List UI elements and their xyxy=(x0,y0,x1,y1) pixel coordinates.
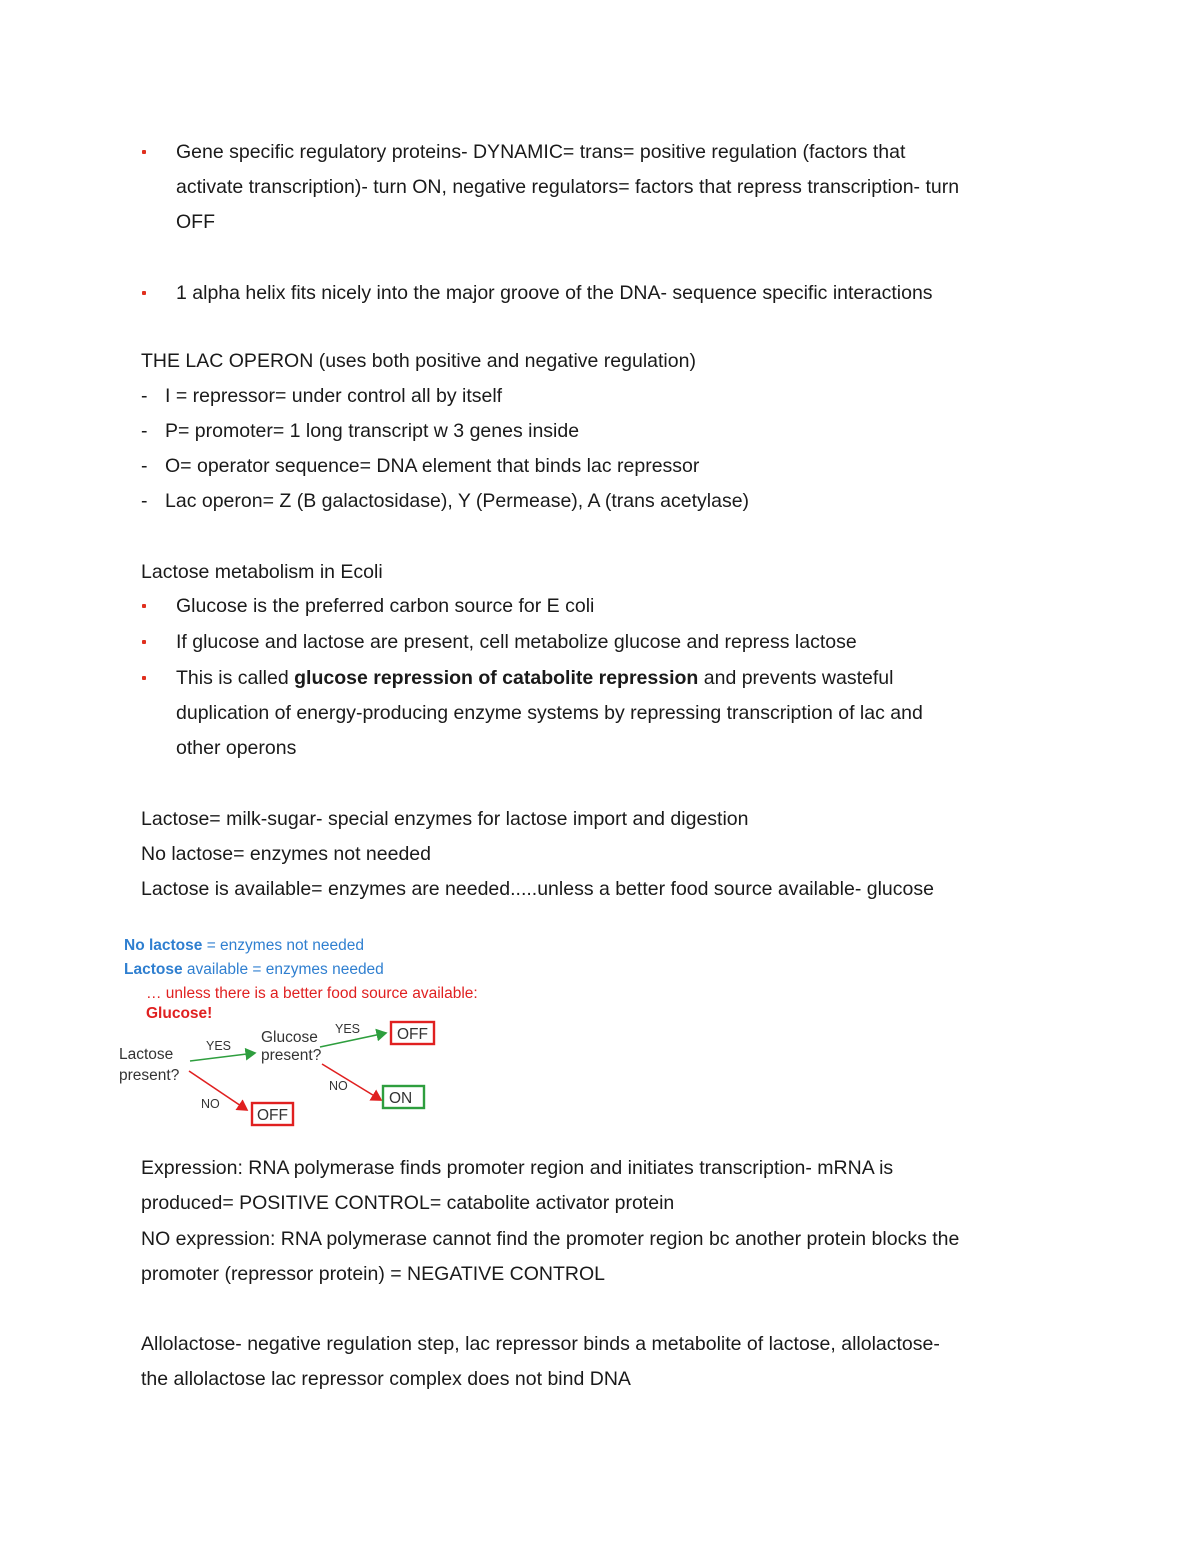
list-item xyxy=(176,661,893,696)
question-lactose-line2: present? xyxy=(119,1067,180,1084)
question-lactose-line1: Lactose xyxy=(119,1046,174,1063)
text-line: Lactose= milk-sugar- special enzymes for lactose import and digestion xyxy=(141,808,749,830)
text-line: the allolactose lac repressor complex does not bind DNA xyxy=(141,1368,631,1390)
text-line: duplication of energy-producing enzyme systems by repressing transcription of lac and xyxy=(176,702,923,724)
bullet-marker xyxy=(142,640,146,644)
text-line: NO expression: RNA polymerase cannot find the promoter region bc another protein blocks the xyxy=(141,1228,960,1250)
list-item: P= promoter= 1 long transcript w 3 genes inside xyxy=(165,420,580,442)
bullet-marker xyxy=(142,676,146,680)
question-glucose-line1: Glucose xyxy=(261,1029,318,1046)
text-line: promoter (repressor protein) = NEGATIVE CONTROL xyxy=(141,1263,605,1285)
diagram-line-lactose-available xyxy=(124,961,384,978)
box-off-top-label: OFF xyxy=(397,1026,428,1043)
diagram-svg xyxy=(110,928,530,1133)
list-item: Glucose is the preferred carbon source for E coli xyxy=(176,595,595,617)
diagram-bold-no-lactose: No lactose xyxy=(124,937,203,954)
list-item: I = repressor= under control all by itself xyxy=(165,385,503,407)
label-yes-1: YES xyxy=(206,1039,232,1053)
section-heading: THE LAC OPERON (uses both positive and negative regulation) xyxy=(141,350,696,372)
lac-decision-diagram xyxy=(110,928,530,1133)
diagram-line-glucose: Glucose! xyxy=(146,1005,213,1022)
diagram-line-no-lactose xyxy=(124,937,364,954)
question-glucose-line2: present? xyxy=(261,1047,322,1064)
bullet-marker xyxy=(142,604,146,608)
text-line: activate transcription)- turn ON, negative regulators= factors that repress transcription- turn xyxy=(176,176,960,198)
text-line: 1 alpha helix fits nicely into the major groove of the DNA- sequence specific interactions xyxy=(176,282,933,304)
text-line: Expression: RNA polymerase finds promoter region and initiates transcription- mRNA is xyxy=(141,1157,894,1179)
dash-marker: - xyxy=(141,385,148,407)
text-line: No lactose= enzymes not needed xyxy=(141,843,431,865)
list-item: O= operator sequence= DNA element that binds lac repressor xyxy=(165,455,700,477)
dash-marker: - xyxy=(141,420,148,442)
box-off-bottom-label: OFF xyxy=(257,1107,288,1124)
diagram-text: = enzymes not needed xyxy=(202,937,364,954)
text-line: OFF xyxy=(176,211,215,233)
bullet-marker xyxy=(142,291,146,295)
bold-term: glucose repression of catabolite repression xyxy=(294,667,699,689)
diagram-line-unless: … unless there is a better food source available: xyxy=(146,985,478,1002)
list-item: Lac operon= Z (B galactosidase), Y (Permease), A (trans acetylase) xyxy=(165,490,750,512)
label-no-2: NO xyxy=(329,1079,348,1093)
text-run: This is called xyxy=(176,667,295,689)
text-line: produced= POSITIVE CONTROL= catabolite activator protein xyxy=(141,1192,675,1214)
label-yes-2: YES xyxy=(335,1022,361,1036)
bullet-marker xyxy=(142,150,146,154)
section-heading: Lactose metabolism in Ecoli xyxy=(141,561,383,583)
list-item: If glucose and lactose are present, cell metabolize glucose and repress lactose xyxy=(176,631,857,653)
diagram-bold-lactose: Lactose xyxy=(124,961,183,978)
label-no-1: NO xyxy=(201,1097,220,1111)
text-run: and prevents wasteful xyxy=(698,667,894,689)
arrow-yes-1 xyxy=(190,1053,255,1061)
text-line: Gene specific regulatory proteins- DYNAMIC= trans= positive regulation (factors that xyxy=(176,141,906,163)
dash-marker: - xyxy=(141,455,148,477)
diagram-text: available = enzymes needed xyxy=(182,961,384,978)
text-line: Lactose is available= enzymes are needed.....unless a better food source available- glucose xyxy=(141,878,934,900)
text-line: Allolactose- negative regulation step, lac repressor binds a metabolite of lactose, allolactose- xyxy=(141,1333,940,1355)
dash-marker: - xyxy=(141,490,148,512)
box-on-label: ON xyxy=(389,1090,413,1107)
text-line: other operons xyxy=(176,737,297,759)
